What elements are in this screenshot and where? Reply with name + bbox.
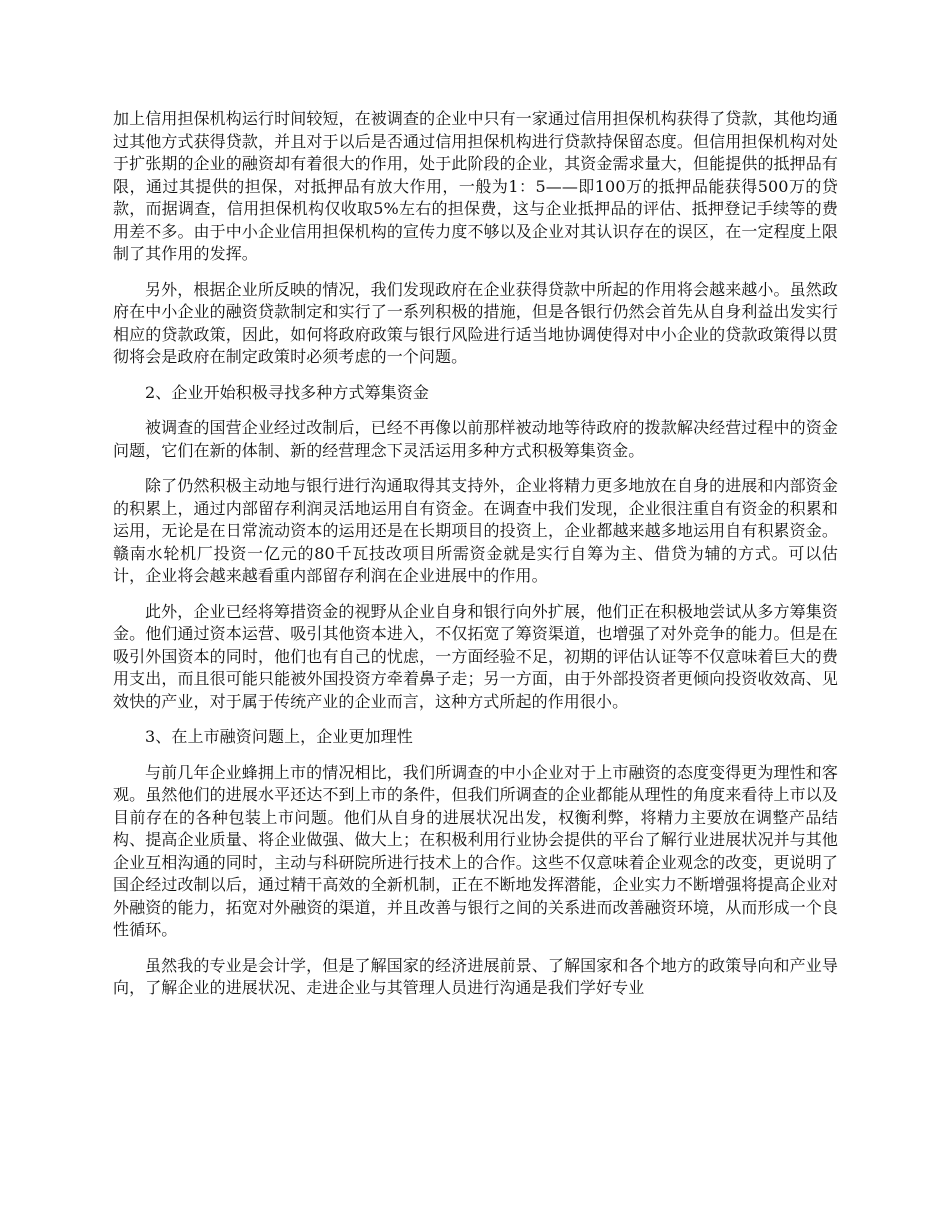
paragraph-listing-rational: 与前几年企业蜂拥上市的情况相比，我们所调查的中小企业对于上市融资的态度变得更为理性和客观。虽然他们的进展水平还达不到上市的条件，但我们所调查的企业都能从理性的角度来看待上市以及目前存在的各种包装上市问题。他们从自身的进展状况出发，权衡利弊，将精力主要放在调整产品结构、提高企业质量、将企业做强、做大上；在积极利用行业协会提供的平台了解行业进展状况并与其他企业互相沟通的同时，主动与科研院所进行技术上的合作。这些不仅意味着企业观念的改变，更说明了国企经过改制以后，通过精干高效的全新机制，正在不断地发挥潜能，企业实力不断增强将提高企业对外融资的能力，拓宽对外融资的渠道，并且改善与银行之间的关系进而改善融资环境，从而形成一个良性循环。 — [113, 762, 838, 939]
section-heading-3: 3、在上市融资问题上，企业更加理性 — [145, 727, 413, 746]
paragraph-self-funding: 除了仍然积极主动地与银行进行沟通取得其支持外，企业将精力更多地放在自身的进展和内部资金的积累上，通过内部留存利润灵活地运用自有资金。在调查中我们发现，企业很注重自有资金的积累和运用，无论是在日常流动资本的运用还是在长期项目的投资上，企业都越来越多地运用自有积累资金。赣南水轮机厂投资一亿元的80千瓦技改项目所需资金就是实行自筹为主、借贷为辅的方式。可以估计，企业将会越来越看重内部留存利润在企业进展中的作用。 — [113, 476, 838, 585]
paragraph-government-role: 另外，根据企业所反映的情况，我们发现政府在企业获得贷款中所起的作用将会越来越小。虽然政府在中小企业的融资贷款制定和实行了一系列积极的措施，但是各银行仍然会首先从自身利益出发实行相应的贷款政策，因此，如何将政府政策与银行风险进行适当地协调使得对中小企业的贷款政策得以贯彻将会是政府在制定政策时必须考虑的一个问题。 — [113, 279, 838, 366]
paragraph-external-funding: 此外，企业已经将筹措资金的视野从企业自身和银行向外扩展，他们正在积极地尝试从多方筹集资金。他们通过资本运营、吸引其他资本进入，不仅拓宽了筹资渠道，也增强了对外竞争的能力。但是在吸引外国资本的同时，他们也有自己的忧虑，一方面经验不足，初期的评估认证等不仅意味着巨大的费用支出，而且很可能只能被外国投资方牵着鼻子走；另一方面，由于外部投资者更倾向投资收效高、见效快的产业，对于属于传统产业的企业而言，这种方式所起的作用很小。 — [113, 601, 838, 711]
paragraph-accounting-major: 虽然我的专业是会计学，但是了解国家的经济进展前景、了解国家和各个地方的政策导向和产业导向，了解企业的进展状况、走进企业与其管理人员进行沟通是我们学好专业 — [113, 955, 838, 997]
paragraph-credit-guarantee: 加上信用担保机构运行时间较短，在被调查的企业中只有一家通过信用担保机构获得了贷款，其他均通过其他方式获得贷款，并且对于以后是否通过信用担保机构进行贷款持保留态度。但信用担保机构对处于扩张期的企业的融资却有着很大的作用，处于此阶段的企业，其资金需求量大，但能提供的抵押品有限，通过其提供的担保，对抵押品有放大作用，一般为1：5——即100万的抵押品能获得500万的贷款，而据调查，信用担保机构仅收取5%左右的担保费，这与企业抵押品的评估、抵押登记手续等的费用差不多。由于中小企业信用担保机构的宣传力度不够以及企业对其认识存在的误区，在一定程度上限制了其作用的发挥。 — [113, 109, 838, 263]
section-heading-2: 2、企业开始积极寻找多种方式筹集资金 — [145, 382, 429, 402]
document-page — [113, 108, 838, 1013]
paragraph-state-enterprise-reform: 被调查的国营企业经过改制后，已经不再像以前那样被动地等待政府的拨款解决经营过程中的资金问题，它们在新的体制、新的经营理念下灵活运用多种方式积极筹集资金。 — [113, 418, 838, 460]
